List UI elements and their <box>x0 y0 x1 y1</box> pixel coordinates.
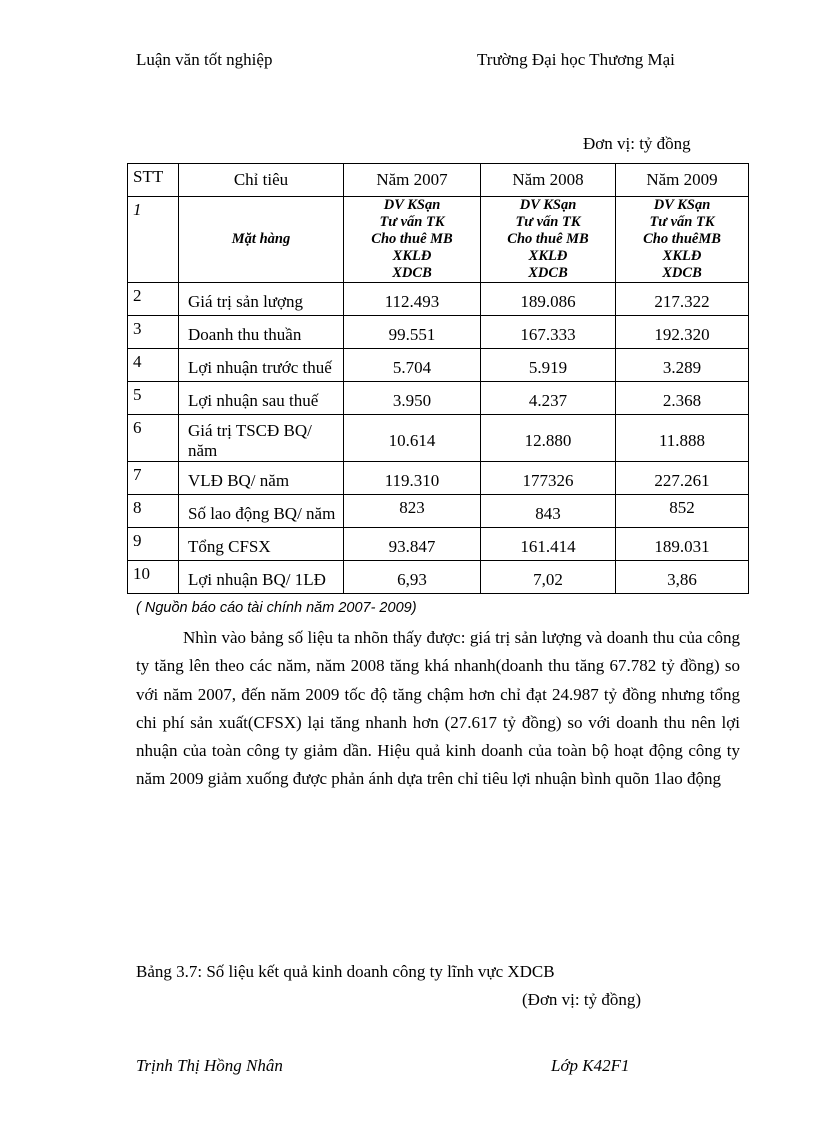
row-indicator-name: VLĐ BQ/ năm <box>179 462 344 495</box>
row-value-2009: 11.888 <box>616 415 749 462</box>
product-line: XDCB <box>392 265 432 281</box>
row-indicator-name: Lợi nhuận sau thuế <box>179 382 344 415</box>
row-stt: 8 <box>128 495 179 528</box>
row-stt: 2 <box>128 283 179 316</box>
header-university: Trường Đại học Thương Mại <box>477 50 675 69</box>
row-value-2008: 5.919 <box>481 349 616 382</box>
table-source-note: ( Nguồn báo cáo tài chính năm 2007- 2009) <box>136 600 417 616</box>
product-line: XDCB <box>528 265 568 281</box>
row-indicator-name: Doanh thu thuần <box>179 316 344 349</box>
row-value-2009: 192.320 <box>616 316 749 349</box>
row-indicator-name: Lợi nhuận trước thuế <box>179 349 344 382</box>
row-value-2008: 177326 <box>481 462 616 495</box>
product-lines-2008 <box>481 197 616 283</box>
table-row <box>128 528 749 561</box>
row-indicator-name: Giá trị TSCĐ BQ/ năm <box>179 415 344 462</box>
column-header-2008: Năm 2008 <box>481 164 616 197</box>
row-value-2008: 167.333 <box>481 316 616 349</box>
row-indicator-name: Giá trị sản lượng <box>179 283 344 316</box>
row-value-2009: 217.322 <box>616 283 749 316</box>
row-value-2007: 823 <box>344 495 481 528</box>
table-row <box>128 561 749 594</box>
product-lines-2009 <box>616 197 749 283</box>
column-header-2009: Năm 2009 <box>616 164 749 197</box>
row-indicator-name: Số lao động BQ/ năm <box>179 495 344 528</box>
row-value-2008: 189.086 <box>481 283 616 316</box>
product-line: Cho thuê MB <box>507 231 589 247</box>
column-header-2007: Năm 2007 <box>344 164 481 197</box>
row-stt: 3 <box>128 316 179 349</box>
footer-author-name: Trịnh Thị Hồng Nhân <box>136 1056 283 1075</box>
row-stt: 5 <box>128 382 179 415</box>
header-author-title: Luận văn tốt nghiệp <box>136 50 273 69</box>
row-stt: 10 <box>128 561 179 594</box>
row-value-2008: 843 <box>481 495 616 528</box>
row-value-2007: 99.551 <box>344 316 481 349</box>
footer-class: Lớp K42F1 <box>551 1056 630 1075</box>
row-value-2009: 852 <box>616 495 749 528</box>
row-value-2007: 112.493 <box>344 283 481 316</box>
table-row <box>128 382 749 415</box>
row-value-2008: 12.880 <box>481 415 616 462</box>
row-value-2009: 3.289 <box>616 349 749 382</box>
row-stt: 9 <box>128 528 179 561</box>
product-line: Cho thuê MB <box>371 231 453 247</box>
row-stt: 7 <box>128 462 179 495</box>
row-stt: 1 <box>128 197 179 283</box>
product-line: DV KSạn <box>653 197 711 213</box>
product-line: Tư vấn TK <box>515 214 581 230</box>
table-row <box>128 495 749 528</box>
column-header-stt: STT <box>128 164 179 197</box>
row-value-2009: 189.031 <box>616 528 749 561</box>
table-row <box>128 316 749 349</box>
product-line: XKLĐ <box>528 248 568 264</box>
product-line: XKLĐ <box>392 248 432 264</box>
business-results-table <box>127 163 749 594</box>
row-value-2009: 2.368 <box>616 382 749 415</box>
product-line: DV KSạn <box>519 197 577 213</box>
row-value-2008: 7,02 <box>481 561 616 594</box>
product-line: XDCB <box>662 265 702 281</box>
table-row-product-lines <box>128 197 749 283</box>
product-line: Tư vấn TK <box>379 214 445 230</box>
table-header-row <box>128 164 749 197</box>
column-header-indicator: Chỉ tiêu <box>179 164 344 197</box>
row-value-2007: 119.310 <box>344 462 481 495</box>
table-row <box>128 415 749 462</box>
row-label-product-lines: Mặt hàng <box>179 197 344 283</box>
row-indicator-name: Lợi nhuận BQ/ 1LĐ <box>179 561 344 594</box>
row-stt: 4 <box>128 349 179 382</box>
row-value-2007: 10.614 <box>344 415 481 462</box>
analysis-paragraph <box>136 624 740 794</box>
table-row <box>128 283 749 316</box>
row-value-2007: 93.847 <box>344 528 481 561</box>
product-line: DV KSạn <box>383 197 441 213</box>
product-lines-2007 <box>344 197 481 283</box>
row-value-2009: 3,86 <box>616 561 749 594</box>
row-stt: 6 <box>128 415 179 462</box>
row-value-2008: 161.414 <box>481 528 616 561</box>
product-line: Cho thuêMB <box>643 231 721 247</box>
row-value-2007: 3.950 <box>344 382 481 415</box>
table-row <box>128 349 749 382</box>
row-indicator-name: Tổng CFSX <box>179 528 344 561</box>
caption-unit-label: (Đơn vị: tỷ đồng) <box>522 990 642 1009</box>
row-value-2008: 4.237 <box>481 382 616 415</box>
row-value-2007: 6,93 <box>344 561 481 594</box>
row-value-2007: 5.704 <box>344 349 481 382</box>
product-line: Tư vấn TK <box>649 214 715 230</box>
product-line: XKLĐ <box>662 248 702 264</box>
table-row <box>128 462 749 495</box>
table-unit-label: Đơn vị: tỷ đồng <box>583 134 691 153</box>
table-caption: Bảng 3.7: Số liệu kết quả kinh doanh công ty lĩnh vực XDCB <box>136 962 555 981</box>
paragraph-text: Nhìn vào bảng số liệu ta nhõn thấy được: giá trị sản lượng và doanh thu của công ty tăng lên theo các năm, năm 2008 tăng khá nhanh(doanh thu tăng 67.782 tỷ đồng) so với năm 2007, đến năm 2009 tốc độ tăng chậm hơn chỉ đạt 24.987 tỷ đồng nhưng tổng chi phí sản xuất(CFSX) lại tăng nhanh hơn (27.617 tỷ đồng) so với doanh thu nên lợi nhuận của toàn công ty giảm dần. Hiệu quả kinh doanh của toàn bộ hoạt động công ty năm 2009 giảm xuống được phản ánh dựa trên chỉ tiêu lợi nhuận bình quõn 1lao động <box>136 628 740 789</box>
row-value-2009: 227.261 <box>616 462 749 495</box>
